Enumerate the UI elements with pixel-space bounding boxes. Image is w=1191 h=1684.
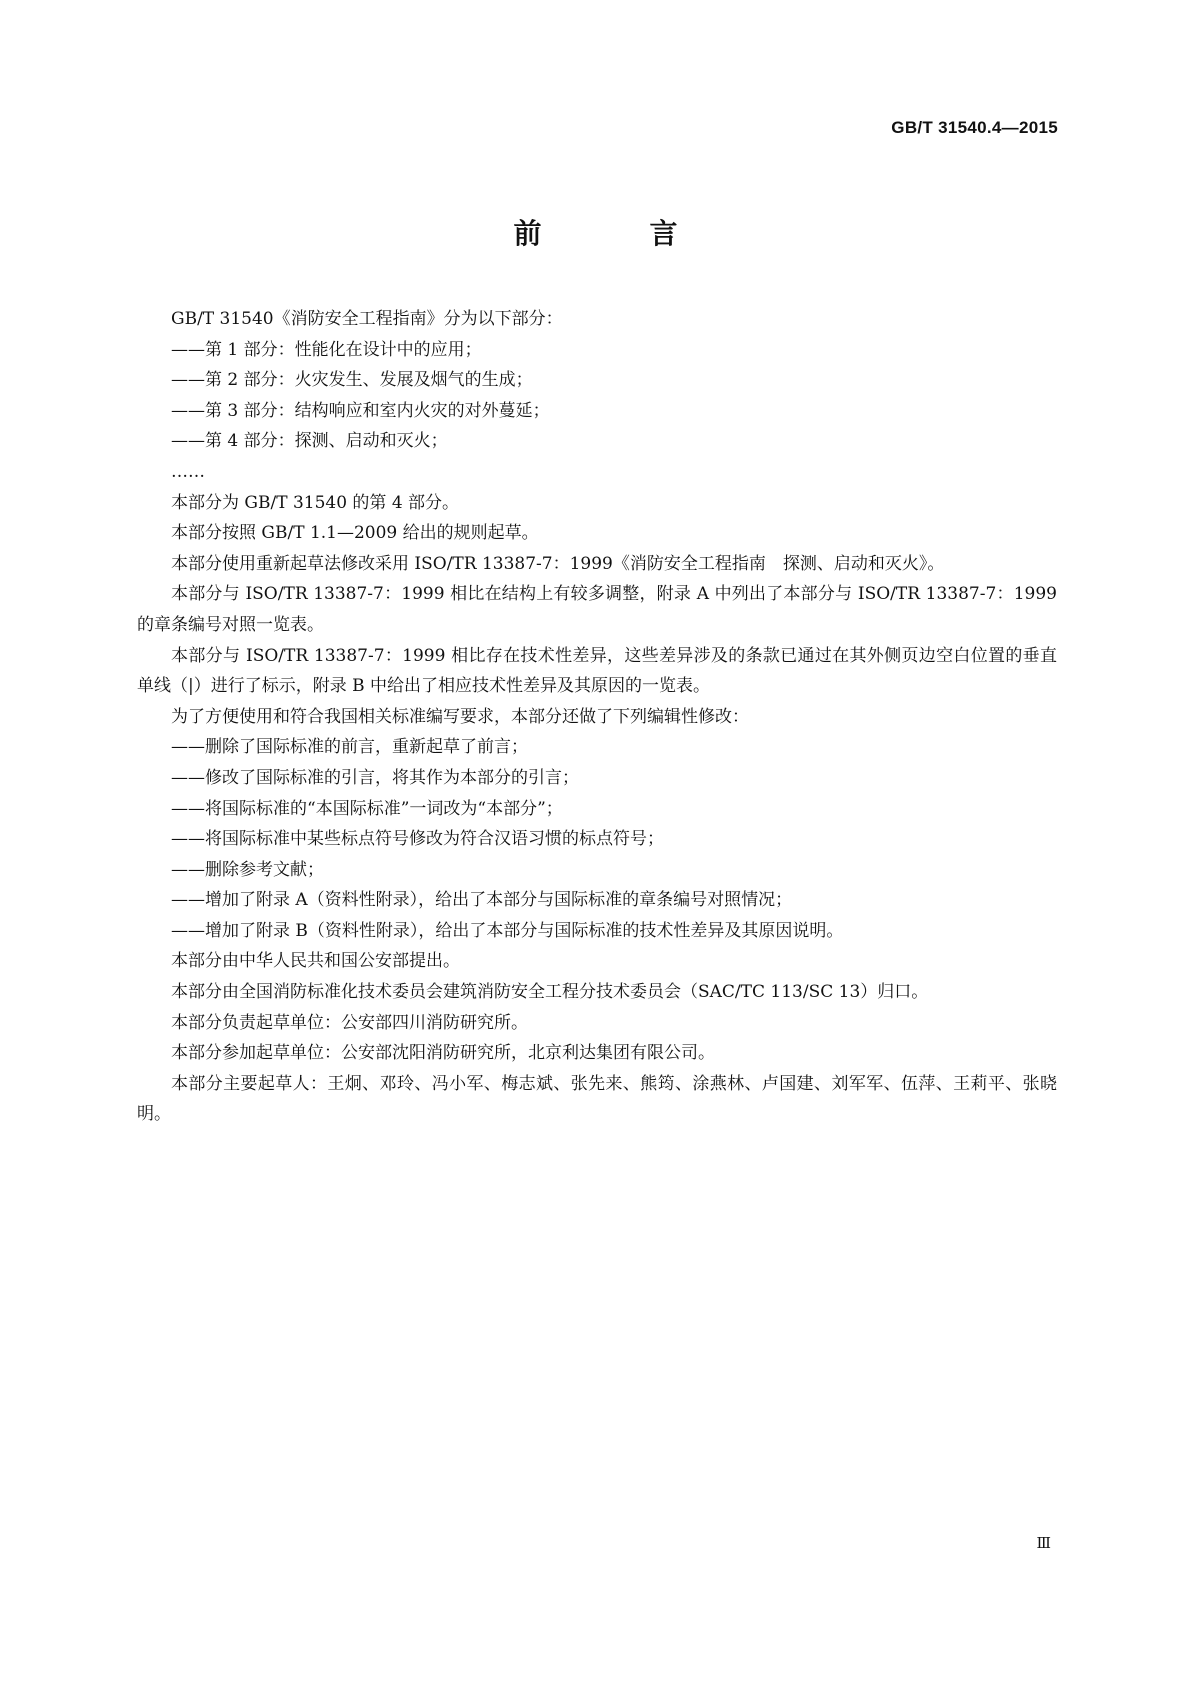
paragraph-part-number: 本部分为 GB/T 31540 的第 4 部分。 <box>171 492 460 513</box>
edit-item-6: ——增加了附录 A（资料性附录），给出了本部分与国际标准的章条编号对照情况； <box>171 890 793 911</box>
edit-item-5: ——删除参考文献； <box>171 859 324 880</box>
edit-item-2: ——修改了国际标准的引言，将其作为本部分的引言； <box>171 767 579 788</box>
paragraph-administrator: 本部分由全国消防标准化技术委员会建筑消防安全工程分技术委员会（SAC/TC 113/SC 13）归口。 <box>171 982 929 1003</box>
edit-item-1: ——删除了国际标准的前言，重新起草了前言； <box>171 737 528 758</box>
paragraph-participating-drafters: 本部分参加起草单位：公安部沈阳消防研究所，北京利达集团有限公司。 <box>171 1043 715 1064</box>
paragraph-lead-drafter: 本部分负责起草单位：公安部四川消防研究所。 <box>171 1012 528 1033</box>
parts-intro: GB/T 31540《消防安全工程指南》分为以下部分： <box>171 309 563 329</box>
part-item-3: ——第 3 部分：结构响应和室内火灾的对外蔓延； <box>171 400 550 421</box>
edit-item-7: ——增加了附录 B（资料性附录），给出了本部分与国际标准的技术性差异及其原因说明。 <box>171 920 844 941</box>
edit-item-4: ——将国际标准中某些标点符号修改为符合汉语习惯的标点符号； <box>171 829 664 850</box>
paragraph-adoption: 本部分使用重新起草法修改采用 ISO/TR 13387-7：1999《消防安全工程指南 探测、启动和灭火》。 <box>171 553 945 574</box>
paragraph-editorial-intro: 为了方便使用和符合我国相关标准编写要求，本部分还做了下列编辑性修改： <box>171 706 749 727</box>
paragraph-technical-differences: 本部分与 ISO/TR 13387-7：1999 相比存在技术性差异，这些差异涉及的条款已通过在其外侧页边空白位置的垂直单线（|）进行了标示，附录 B 中给出了相应技术性差异及其原因的一览表。 <box>137 645 1057 697</box>
edit-item-3: ——将国际标准的“本国际标准”一词改为“本部分”； <box>171 798 563 819</box>
foreword-body <box>137 304 1057 1130</box>
paragraph-proposer: 本部分由中华人民共和国公安部提出。 <box>171 951 460 972</box>
page-title: 前 言 <box>513 217 718 250</box>
part-item-1: ——第 1 部分：性能化在设计中的应用； <box>171 339 482 360</box>
standard-number: GB/T 31540.4—2015 <box>891 118 1058 137</box>
part-item-2: ——第 2 部分：火灾发生、发展及烟气的生成； <box>171 370 533 391</box>
page-number: Ⅲ <box>1036 1534 1051 1552</box>
part-item-4: ——第 4 部分：探测、启动和灭火； <box>171 431 448 452</box>
paragraph-drafting-rules: 本部分按照 GB/T 1.1—2009 给出的规则起草。 <box>171 523 539 544</box>
paragraph-main-drafters: 本部分主要起草人：王炯、邓玲、冯小军、梅志斌、张先来、熊筠、涂燕林、卢国建、刘军军、伍萍、王莉平、张晓明。 <box>137 1073 1057 1125</box>
parts-ellipsis: …… <box>171 461 205 482</box>
paragraph-structure-changes: 本部分与 ISO/TR 13387-7：1999 相比在结构上有较多调整，附录 A 中列出了本部分与 ISO/TR 13387-7：1999 的章条编号对照一览表。 <box>137 584 1057 635</box>
